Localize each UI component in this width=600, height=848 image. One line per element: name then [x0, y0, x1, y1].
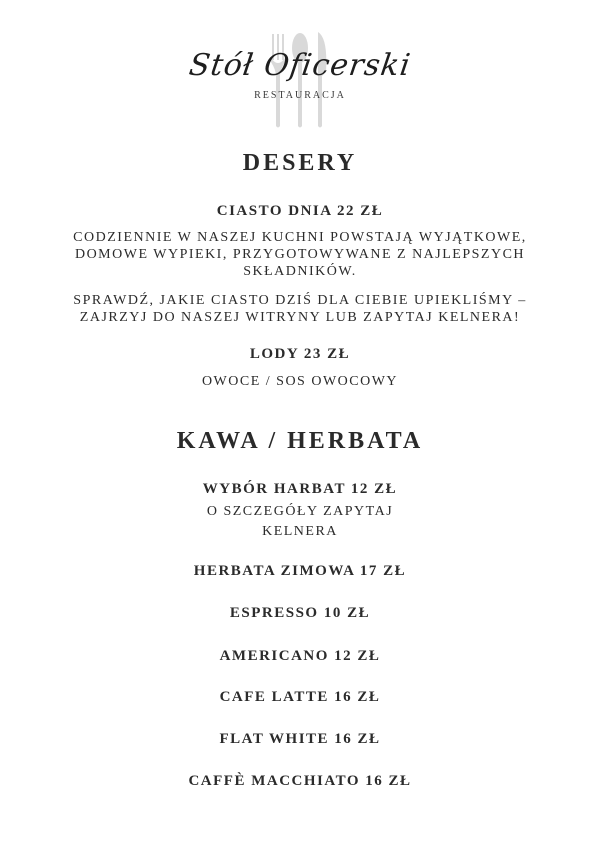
- item-title-ciasto: CIASTO DNIA 22 ZŁ: [216, 203, 384, 219]
- restaurant-logo: [0, 28, 600, 138]
- desc-line: DOMOWE WYPIEKI, PRZYGOTOWYWANE Z NAJLEPSZYCH: [74, 247, 526, 262]
- desc-line: SKŁADNIKÓW.: [243, 264, 357, 279]
- desc-line: KELNERA: [262, 524, 338, 539]
- item-title-espresso: ESPRESSO 10 ZŁ: [229, 605, 371, 621]
- restaurant-subtitle: RESTAURACJA: [254, 90, 346, 101]
- desc-line: ZAJRZYJ DO NASZEJ WITRYNY LUB ZAPYTAJ KELNERA!: [79, 310, 521, 325]
- item-title-flat-white: FLAT WHITE 16 ZŁ: [219, 731, 381, 747]
- desc-line: CODZIENNIE W NASZEJ KUCHNI POWSTAJĄ WYJĄTKOWE,: [73, 230, 527, 245]
- item-title-americano: AMERICANO 12 ZŁ: [219, 648, 381, 664]
- desc-line: O SZCZEGÓŁY ZAPYTAJ: [206, 504, 394, 519]
- restaurant-name: Stół Oficerski: [186, 48, 414, 83]
- desc-line: SPRAWDŹ, JAKIE CIASTO DZIŚ DLA CIEBIE UPIEKLIŚMY –: [73, 293, 527, 308]
- item-desc-ciasto: [0, 229, 600, 280]
- item-title-caffe-macchiato: CAFFÈ MACCHIATO 16 ZŁ: [188, 773, 412, 789]
- item-title-lody: LODY 23 ZŁ: [249, 346, 351, 362]
- item-title-harbaty: WYBÓR HARBAT 12 ZŁ: [202, 481, 398, 497]
- section-title-desery: DESERY: [242, 150, 358, 176]
- item-desc-harbaty: [0, 502, 600, 542]
- item-title-herbata-zimowa: HERBATA ZIMOWA 17 ZŁ: [193, 563, 407, 579]
- item-title-cafe-latte: CAFE LATTE 16 ZŁ: [219, 689, 381, 705]
- item-desc-ciasto-2: [0, 292, 600, 326]
- section-title-kawa-herbata: KAWA / HERBATA: [176, 428, 424, 454]
- item-desc-lody: OWOCE / SOS OWOCOWY: [201, 374, 399, 389]
